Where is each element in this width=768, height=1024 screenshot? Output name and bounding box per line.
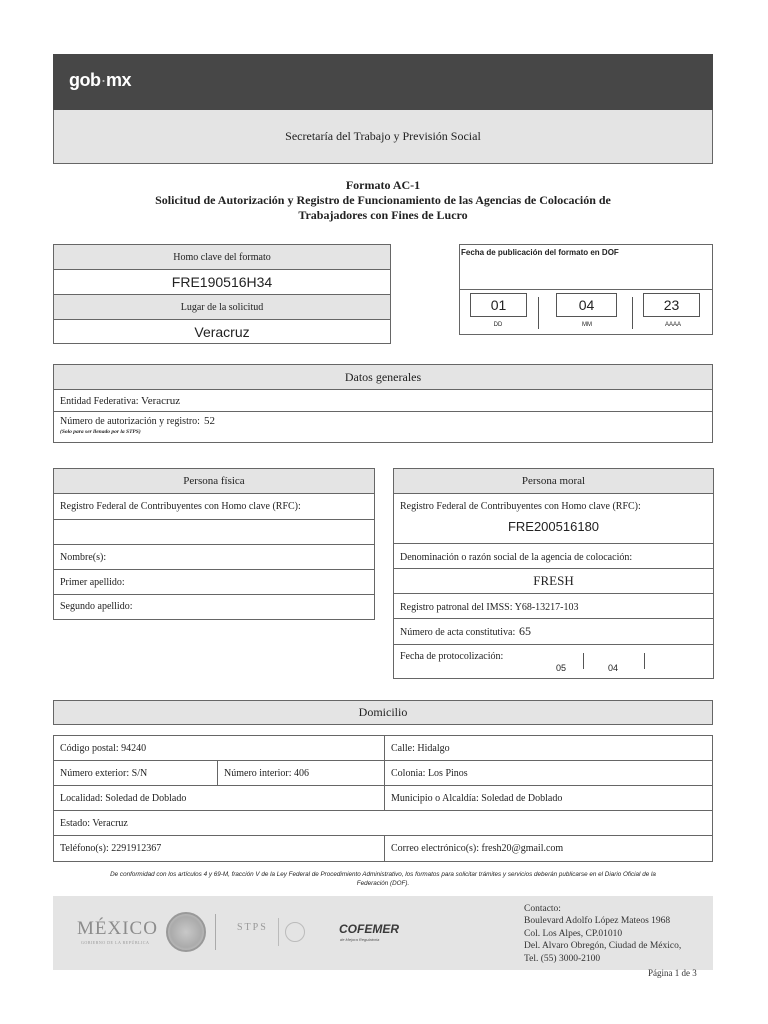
legal-note: De conformidad con los artículos 4 y 69-M, fracción V de la Ley Federal de Procedimiento Administrativo, los formatos para solicitar trámites y servicios deberán publicarse en el Diario Oficial de la Federación (DOF). <box>110 871 656 887</box>
pf-primer-apellido-field[interactable]: Primer apellido: <box>54 569 374 594</box>
pf-rfc-field[interactable] <box>54 519 374 544</box>
lugar-label: Lugar de la solicitud <box>180 301 264 313</box>
correo-field[interactable]: Correo electrónico(s): fresh20@gmail.com <box>391 843 564 854</box>
municipio-field[interactable]: Municipio o Alcaldía: Soledad de Doblado <box>391 792 563 804</box>
fecha-dd-field[interactable]: 01 <box>470 293 527 317</box>
cofemer-logo: COFEMER <box>339 922 399 936</box>
entidad-value: Veracruz <box>141 395 181 407</box>
gob-mx-logo: gob·mx <box>69 70 132 90</box>
numero-autorizacion-value: 52 <box>204 415 215 427</box>
clave-box <box>53 244 391 344</box>
numero-autorizacion-label: Número de autorización y registro: <box>60 416 200 427</box>
stps-note: (Solo para ser llenado por la STPS) <box>60 429 141 435</box>
entidad-label: Entidad Federativa: <box>60 396 139 407</box>
pm-prot-dd: 05 <box>556 663 567 673</box>
stps-logo: STPS <box>237 922 268 933</box>
pf-segundo-apellido-field[interactable]: Segundo apellido: <box>54 594 374 620</box>
pm-rfc-field[interactable]: Registro Federal de Contribuyentes con Homo clave (RFC): FRE200516180 <box>394 493 713 543</box>
pm-prot-mm: 04 <box>608 663 619 673</box>
mexico-logo: MÉXICO <box>77 918 158 939</box>
persona-fisica-title: Persona física <box>54 469 374 493</box>
pf-nombre-field[interactable]: Nombre(s): <box>54 544 374 569</box>
gob-mx-header <box>53 54 713 110</box>
contact-info: Contacto: Boulevard Adolfo López Mateos 1968 Col. Los Alpes, CP.01010 Del. Alvaro Obregón, Ciudad de México, Tel. (55) 3000-2100 <box>524 904 682 964</box>
pm-denominacion-field[interactable] <box>394 568 713 593</box>
form-title: Formato AC-1 Solicitud de Autorización y Registro de Funcionamiento de las Agencias de Colocación de Trabajadores con Fines de Lucro <box>155 178 611 222</box>
secretaria-name: Secretaría del Trabajo y Previsión Social <box>285 129 481 143</box>
pm-denominacion-value: FRESH <box>533 573 574 588</box>
secretaria-banner <box>53 110 713 164</box>
calle-field[interactable]: Calle: Hidalgo <box>391 742 450 754</box>
pm-imss-field[interactable]: Registro patronal del IMSS: Y68-13217-103 <box>394 593 713 618</box>
pm-acta-field[interactable]: Número de acta constitutiva: 65 <box>394 618 713 644</box>
lugar-value: Veracruz <box>194 323 250 340</box>
num-int-field[interactable]: Número interior: 406 <box>218 761 385 785</box>
localidad-field[interactable]: Localidad: Soledad de Doblado <box>54 786 385 810</box>
clave-value: FRE190516H34 <box>171 274 273 290</box>
datos-generales-title: Datos generales <box>54 365 712 390</box>
clave-label: Homo clave del formato <box>173 251 271 263</box>
seal-icon <box>285 922 305 942</box>
telefono-field[interactable]: Teléfono(s): 2291912367 <box>54 836 385 861</box>
datos-generales-section <box>53 364 713 443</box>
persona-moral-title: Persona moral <box>394 469 713 493</box>
domicilio-table <box>53 735 713 862</box>
num-ext-field[interactable]: Número exterior: S/N <box>54 761 218 785</box>
cp-field[interactable]: Código postal: 94240 <box>54 736 385 760</box>
estado-field[interactable]: Estado: Veracruz <box>60 817 128 829</box>
fecha-dof-label: Fecha de publicación del formato en DOF <box>461 248 619 257</box>
pm-protocolizacion-field[interactable]: Fecha de protocolización: 05 04 <box>394 644 713 679</box>
colonia-field[interactable]: Colonia: Los Pinos <box>391 767 468 779</box>
persona-fisica-section: Persona física Registro Federal de Contribuyentes con Homo clave (RFC): Nombre(s): Primer apellido: Segundo apellido: <box>53 468 375 620</box>
persona-moral-section: Persona moral Registro Federal de Contribuyentes con Homo clave (RFC): FRE200516180 Denominación o razón social de la agencia de colocación: FRESH Registro patronal del IMSS: Y68-13217-103 Número de acta constitutiva: 65 Fecha de protocolización: 05 04 <box>393 468 714 679</box>
escudo-icon <box>166 912 206 952</box>
fecha-mm-field[interactable]: 04 <box>556 293 617 317</box>
pm-acta-value: 65 <box>519 624 531 638</box>
page-number: Página 1 de 3 <box>648 968 697 978</box>
domicilio-title: Domicilio <box>53 700 713 725</box>
pm-rfc-value: FRE200516180 <box>507 519 600 534</box>
fecha-aaaa-field[interactable]: 23 <box>643 293 700 317</box>
fecha-dof-box: Fecha de publicación del formato en DOF 01 DD 04 MM 23 AAAA <box>459 244 713 335</box>
footer-banner: MÉXICO GOBIERNO DE LA REPÚBLICA STPS COFEMER de Mejora Regulatoria <box>53 896 713 970</box>
